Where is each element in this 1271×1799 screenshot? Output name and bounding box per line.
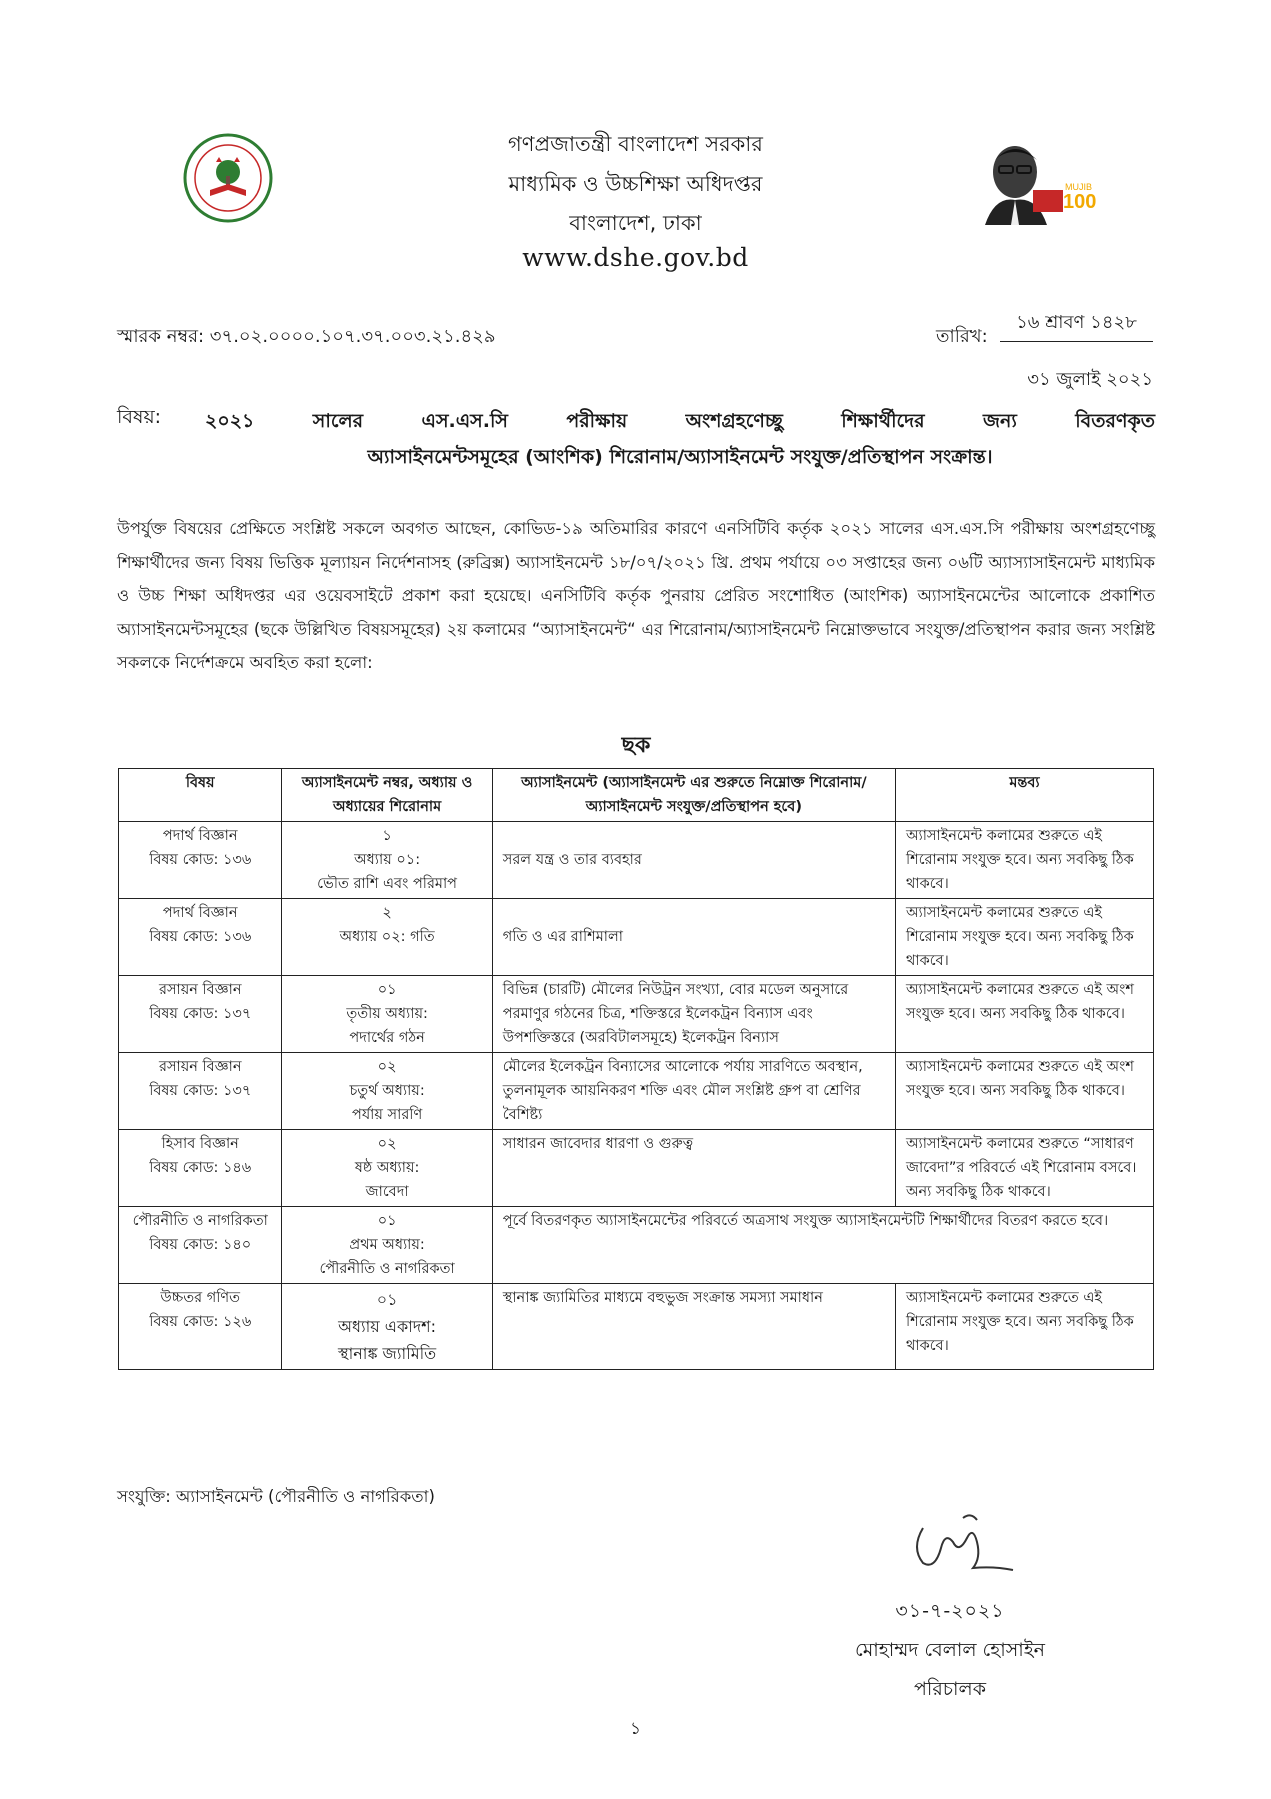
assignment-number: ১: [382, 828, 392, 844]
memo-number: স্মারক নম্বর: ৩৭.০২.০০০০.১০৭.৩৭.০০৩.২১.৪২৯: [117, 326, 496, 347]
subject-line-1: ২০২১ সালের এস.এস.সি পরীক্ষায় অংশগ্রহণেচ্ছু শিক্ষার্থীদের জন্য বিতরণকৃত: [205, 410, 1155, 432]
table-row: [119, 1284, 1154, 1370]
chapter-label: প্রথম অধ্যায়:: [349, 1237, 425, 1253]
table-row: [119, 976, 1154, 1053]
cell-subject: [119, 822, 282, 899]
cell-chapter: [282, 899, 492, 976]
table-row: [119, 1130, 1154, 1207]
assignment-number: ০২: [377, 1059, 397, 1075]
subject-code: বিষয় কোড: ১৩৭: [149, 1083, 252, 1099]
table-header-row: [119, 769, 1154, 822]
header-directorate-name: মাধ্যমিক ও উচ্চশিক্ষা অধিদপ্তর: [508, 172, 763, 196]
header-assignment: অ্যাসাইনমেন্ট (অ্যাসাইনমেন্ট এর শুরুতে নিম্নোক্ত শিরোনাম/অ্যাসাইনমেন্ট সংযুক্ত/প্রতিস্থাপন হবে): [492, 769, 895, 822]
chapter-label: ষষ্ঠ অধ্যায়:: [354, 1160, 420, 1176]
header-subject: বিষয়: [119, 769, 282, 822]
svg-text:MUJIB: MUJIB: [1065, 182, 1092, 192]
page-number: ১: [629, 1719, 642, 1739]
subject-code: বিষয় কোড: ১৩৭: [149, 1006, 252, 1022]
cell-remarks: অ্যাসাইনমেন্ট কলামের শুরুতে “সাধারণ জাবেদা”র পরিবর্তে এই শিরোনাম বসবে। অন্য সবকিছু ঠিক থাকবে।: [895, 1130, 1153, 1207]
cell-remarks: অ্যাসাইনমেন্ট কলামের শুরুতে এই অংশ সংযুক্ত হবে। অন্য সবকিছু ঠিক থাকবে।: [895, 1053, 1153, 1130]
table-row: [119, 1207, 1154, 1284]
assignment-table: [118, 768, 1154, 1370]
subject-name: উচ্চতর গণিত: [160, 1290, 241, 1306]
chapter-title: জাবেদা: [365, 1184, 409, 1200]
signature-date: ৩১-৭-২০২১: [895, 1600, 1005, 1622]
handwritten-signature-icon: [893, 1508, 1033, 1586]
chapter-title: পদার্থের গঠন: [349, 1030, 425, 1046]
cell-subject: [119, 976, 282, 1053]
chapter-label: অধ্যায় ০১:: [354, 852, 421, 868]
date-label: তারিখ:: [936, 326, 988, 347]
cell-assignment: বিভিন্ন (চারটি) মৌলের নিউট্রন সংখ্যা, বোর মডেল অনুসারে পরমাণুর গঠনের চিত্র, শক্তিস্তরে ইলেকট্রন বিন্যাস এবং উপশক্তিস্তরে (অরবিটালসমূহে) ইলেকট্রন বিন্যাস: [492, 976, 895, 1053]
header-remarks: মন্তব্য: [895, 769, 1153, 822]
header-website: www.dshe.gov.bd: [522, 243, 749, 272]
cell-remarks: অ্যাসাইনমেন্ট কলামের শুরুতে এই শিরোনাম সংযুক্ত হবে। অন্য সবকিছু ঠিক থাকবে।: [895, 899, 1153, 976]
cell-chapter: [282, 1053, 492, 1130]
assignment-number: ০১: [376, 1290, 398, 1309]
subject-text: [205, 403, 1155, 475]
cell-assignment: সরল যন্ত্র ও তার ব্যবহার: [492, 822, 895, 899]
cell-remarks: অ্যাসাইনমেন্ট কলামের শুরুতে এই অংশ সংযুক্ত হবে। অন্য সবকিছু ঠিক থাকবে।: [895, 976, 1153, 1053]
mujib-borsho-100-logo-icon: [975, 130, 1115, 230]
cell-remarks: অ্যাসাইনমেন্ট কলামের শুরুতে এই শিরোনাম সংযুক্ত হবে। অন্য সবকিছু ঠিক থাকবে।: [895, 822, 1153, 899]
signatory-designation: পরিচালক: [914, 1678, 986, 1700]
table-title: ছক: [621, 733, 651, 758]
cell-subject: [119, 899, 282, 976]
cell-assignment: পূর্বে বিতরণকৃত অ্যাসাইনমেন্টের পরিবর্তে অত্রসাথ সংযুক্ত অ্যাসাইনমেন্টটি শিক্ষার্থীদের বিতরণ করতে হবে।: [492, 1207, 1153, 1284]
cell-chapter: [282, 822, 492, 899]
cell-subject: [119, 1130, 282, 1207]
chapter-title: ভৌত রাশি এবং পরিমাপ: [317, 876, 458, 892]
subject-code: বিষয় কোড: ১২৬: [149, 1314, 252, 1330]
cell-assignment: স্থানাঙ্ক জ্যামিতির মাধ্যমে বহুভুজ সংক্রান্ত সমস্যা সমাধান: [492, 1284, 895, 1370]
subject-name: রসায়ন বিজ্ঞান: [158, 1059, 242, 1075]
chapter-label: চতুর্থ অধ্যায়:: [349, 1083, 425, 1099]
cell-chapter: [282, 976, 492, 1053]
subject-label: বিষয়:: [117, 406, 162, 428]
cell-assignment: মৌলের ইলেকট্রন বিন্যাসের আলোকে পর্যায় সারণিতে অবস্থান, তুলনামূলক আয়নিকরণ শক্তি এবং মৌল সংশ্লিষ্ট গ্রুপ বা শ্রেণির বৈশিষ্ট্য: [492, 1053, 895, 1130]
chapter-label: অধ্যায় ০২: গতি: [339, 929, 435, 945]
cell-chapter: [282, 1284, 492, 1370]
cell-subject: [119, 1053, 282, 1130]
chapter-title: স্থানাঙ্ক জ্যামিতি: [338, 1344, 437, 1363]
attachment-note: সংযুক্তি: অ্যাসাইনমেন্ট (পৌরনীতি ও নাগরিকতা): [117, 1487, 435, 1506]
cell-assignment: গতি ও এর রাশিমালা: [492, 899, 895, 976]
subject-name: রসায়ন বিজ্ঞান: [158, 982, 242, 998]
cell-assignment: সাধারন জাবেদার ধারণা ও গুরুত্ব: [492, 1130, 895, 1207]
subject-line-2: অ্যাসাইনমেন্টসমূহের (আংশিক) শিরোনাম/অ্যাসাইনমেন্ট সংযুক্ত/প্রতিস্থাপন সংক্রান্ত।: [367, 446, 993, 468]
government-seal-icon: [182, 132, 274, 224]
subject-name: হিসাব বিজ্ঞান: [161, 1136, 239, 1152]
subject-name: পৌরনীতি ও নাগরিকতা: [132, 1213, 268, 1229]
cell-subject: [119, 1284, 282, 1370]
table-row: [119, 1053, 1154, 1130]
chapter-title: পর্যায় সারণি: [351, 1107, 423, 1123]
cell-subject: [119, 1207, 282, 1284]
subject-name: পদার্থ বিজ্ঞান: [162, 828, 238, 844]
chapter-label: তৃতীয় অধ্যায়:: [346, 1006, 428, 1022]
subject-name: পদার্থ বিজ্ঞান: [162, 905, 238, 921]
subject-code: বিষয় কোড: ১৪০: [149, 1237, 252, 1253]
date-bangla: ১৬ শ্রাবণ ১৪২৮: [1000, 308, 1153, 342]
assignment-number: ০২: [377, 1136, 397, 1152]
table-row: [119, 899, 1154, 976]
assignment-number: ২: [382, 905, 392, 921]
subject-code: বিষয় কোড: ১৩৬: [149, 929, 252, 945]
body-paragraph: উপর্যুক্ত বিষয়ের প্রেক্ষিতে সংশ্লিষ্ট সকলে অবগত আছেন, কোভিড-১৯ অতিমারির কারণে এনসিটিবি কর্তৃক ২০২১ সালের এস.এস.সি পরীক্ষায় অংশগ্রহণেচ্ছু শিক্ষার্থীদের জন্য বিষয় ভিত্তিক মূল্যায়ন নির্দেশনাসহ (রুব্রিক্স) অ্যাসাইনমেন্ট ১৮/০৭/২০২১ খ্রি. প্রথম পর্যায়ে ০৩ সপ্তাহের জন্য ০৬টি অ্যাস্যাসাইনমেন্ট মাধ্যমিক ও উচ্চ শিক্ষা অধিদপ্তর এর ওয়েবসাইটে প্রকাশ করা হয়েছে। এনসিটিবি কর্তৃক পুনরায় প্রেরিত সংশোধিত (আংশিক) অ্যাসাইনমেন্টের আলোকে প্রকাশিত অ্যাসাইনমেন্টসমূহের (ছকে উল্লিখিত বিষয়সমূহের) ২য় কলামের “অ্যাসাইনমেন্ট“ এর শিরোনাম/অ্যাসাইনমেন্ট নিম্নোক্তভাবে সংযুক্ত/প্রতিস্থাপন করার জন্য সংশ্লিষ্ট সকলকে নির্দেশক্রমে অবহিত করা হলো:: [117, 519, 1155, 672]
signatory-name: মোহাম্মদ বেলাল হোসাইন: [854, 1639, 1046, 1661]
cell-chapter: [282, 1130, 492, 1207]
assignment-number: ০১: [377, 1213, 397, 1229]
subject-code: বিষয় কোড: ১৪৬: [149, 1160, 252, 1176]
svg-text:100: 100: [1063, 191, 1097, 213]
subject-code: বিষয় কোড: ১৩৬: [149, 852, 252, 868]
header-location: বাংলাদেশ, ঢাকা: [569, 211, 702, 235]
chapter-label: অধ্যায় একাদশ:: [338, 1317, 437, 1336]
assignment-number: ০১: [377, 982, 397, 998]
header-assignment-number: অ্যাসাইনমেন্ট নম্বর, অধ্যায় ও অধ্যায়ের শিরোনাম: [282, 769, 492, 822]
cell-chapter: [282, 1207, 492, 1284]
cell-remarks: অ্যাসাইনমেন্ট কলামের শুরুতে এই শিরোনাম সংযুক্ত হবে। অন্য সবকিছু ঠিক থাকবে।: [895, 1284, 1153, 1370]
date-english: ৩১ জুলাই ২০২১: [1027, 369, 1153, 390]
table-row: [119, 822, 1154, 899]
chapter-title: পৌরনীতি ও নাগরিকতা: [319, 1261, 455, 1277]
header-government-name: গণপ্রজাতন্ত্রী বাংলাদেশ সরকার: [508, 132, 763, 156]
